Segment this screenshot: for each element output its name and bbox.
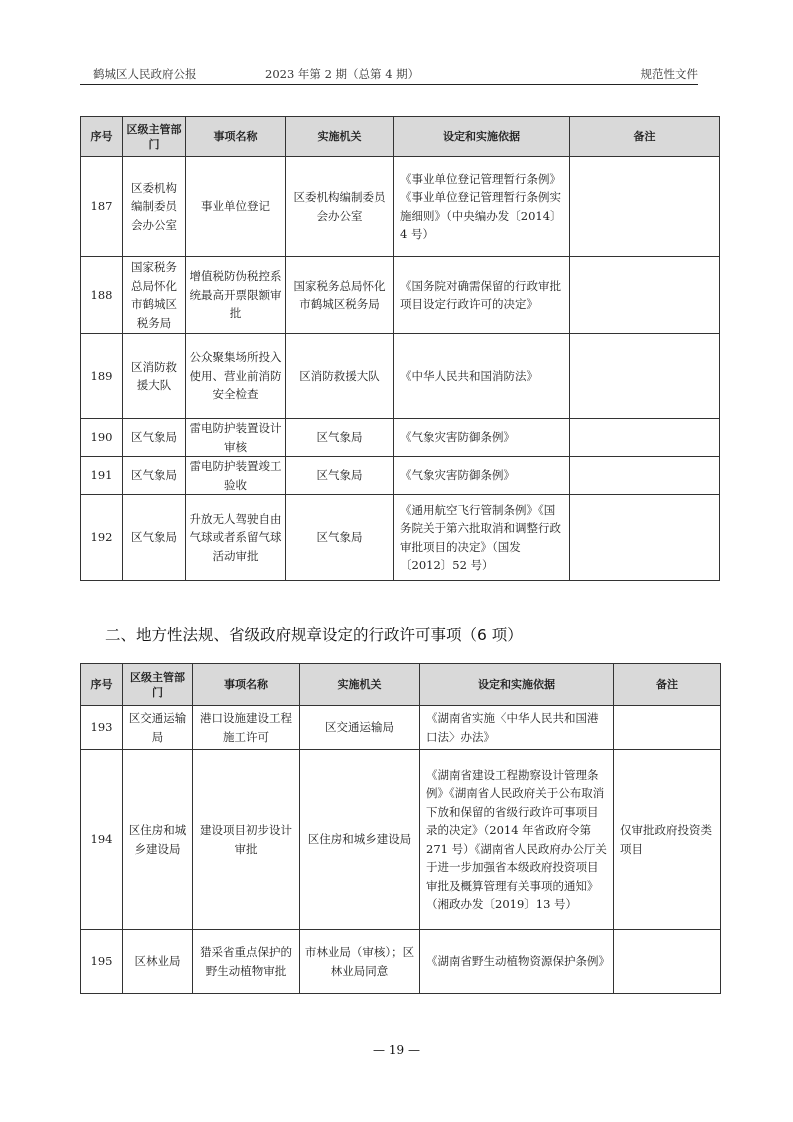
- col-header-department: 区级主管部门: [123, 117, 186, 157]
- row-department: 区气象局: [123, 495, 186, 581]
- row-basis: 《通用航空飞行管制条例》《国务院关于第六批取消和调整行政审批项目的决定》（国发〔2012〕52 号）: [394, 495, 570, 581]
- publication-name: 鹤城区人民政府公报: [93, 67, 197, 81]
- row-agency: 区委机构编制委员会办公室: [286, 157, 394, 257]
- row-basis: 《气象灾害防御条例》: [394, 419, 570, 457]
- col-header-basis: 设定和实施依据: [394, 117, 570, 157]
- table-row: [81, 457, 720, 495]
- col-header-note: 备注: [570, 117, 720, 157]
- row-agency: 区气象局: [286, 495, 394, 581]
- table-row: [81, 419, 720, 457]
- row-item-name: 公众聚集场所投入使用、营业前消防安全检查: [186, 334, 286, 419]
- row-item-name: 增值税防伪税控系统最高开票限额审批: [186, 257, 286, 334]
- row-number: 188: [81, 257, 123, 334]
- row-note: 仅审批政府投资类项目: [614, 750, 721, 930]
- col-header-agency: 实施机关: [286, 117, 394, 157]
- row-number: 194: [81, 750, 123, 930]
- row-note: [570, 495, 720, 581]
- row-basis: 《湖南省建设工程勘察设计管理条例》《湖南省人民政府关于公布取消下放和保留的省级行政许可事项目录的决定》（2014 年省政府令第 271 号）《湖南省人民政府办公厅关于进一步加强省本级政府投资项目审批及概算管理有关事项的通知》（湘政办发〔2019〕13 号）: [420, 750, 614, 930]
- col-header-number: 序号: [81, 664, 123, 706]
- row-number: 190: [81, 419, 123, 457]
- row-number: 187: [81, 157, 123, 257]
- row-number: 192: [81, 495, 123, 581]
- section-heading: 二、地方性法规、省级政府规章设定的行政许可事项（6 项）: [105, 626, 523, 644]
- row-basis: 《中华人民共和国消防法》: [394, 334, 570, 419]
- issue-number: 2023 年第 2 期（总第 4 期）: [265, 67, 420, 81]
- col-header-item-name: 事项名称: [186, 117, 286, 157]
- table-header-row: [81, 664, 721, 706]
- row-note: [614, 706, 721, 750]
- row-number: 189: [81, 334, 123, 419]
- row-department: 区气象局: [123, 419, 186, 457]
- row-agency: 国家税务总局怀化市鹤城区税务局: [286, 257, 394, 334]
- row-number: 191: [81, 457, 123, 495]
- row-agency: 区住房和城乡建设局: [300, 750, 420, 930]
- row-note: [570, 457, 720, 495]
- header-divider: [80, 84, 698, 85]
- table-header-row: [81, 117, 720, 157]
- row-number: 195: [81, 930, 123, 994]
- row-note: [614, 930, 721, 994]
- row-department: 区林业局: [123, 930, 193, 994]
- licensing-table-1: [80, 116, 720, 581]
- row-department: 区交通运输局: [123, 706, 193, 750]
- col-header-item-name: 事项名称: [193, 664, 300, 706]
- row-item-name: 猎采省重点保护的野生动植物审批: [193, 930, 300, 994]
- col-header-note: 备注: [614, 664, 721, 706]
- table-row: [81, 157, 720, 257]
- row-department: 区住房和城乡建设局: [123, 750, 193, 930]
- table-row: [81, 257, 720, 334]
- table-row: [81, 495, 720, 581]
- row-item-name: 升放无人驾驶自由气球或者系留气球活动审批: [186, 495, 286, 581]
- col-header-basis: 设定和实施依据: [420, 664, 614, 706]
- table-row: [81, 750, 721, 930]
- row-basis: 《事业单位登记管理暂行条例》《事业单位登记管理暂行条例实施细则》（中央编办发〔2014〕4 号）: [394, 157, 570, 257]
- col-header-number: 序号: [81, 117, 123, 157]
- row-department: 国家税务总局怀化市鹤城区税务局: [123, 257, 186, 334]
- page-header: [93, 66, 698, 82]
- row-agency: 区消防救援大队: [286, 334, 394, 419]
- row-basis: 《气象灾害防御条例》: [394, 457, 570, 495]
- row-number: 193: [81, 706, 123, 750]
- row-item-name: 事业单位登记: [186, 157, 286, 257]
- row-note: [570, 419, 720, 457]
- row-department: 区气象局: [123, 457, 186, 495]
- col-header-agency: 实施机关: [300, 664, 420, 706]
- row-item-name: 港口设施建设工程施工许可: [193, 706, 300, 750]
- page-number: — 19 —: [373, 1043, 420, 1057]
- table-row: [81, 706, 721, 750]
- row-item-name: 雷电防护装置竣工验收: [186, 457, 286, 495]
- table-row: [81, 334, 720, 419]
- row-item-name: 建设项目初步设计审批: [193, 750, 300, 930]
- row-basis: 《国务院对确需保留的行政审批项目设定行政许可的决定》: [394, 257, 570, 334]
- row-note: [570, 157, 720, 257]
- row-note: [570, 334, 720, 419]
- table-row: [81, 930, 721, 994]
- row-basis: 《湖南省野生动植物资源保护条例》: [420, 930, 614, 994]
- row-department: 区消防救援大队: [123, 334, 186, 419]
- row-agency: 区气象局: [286, 457, 394, 495]
- row-agency: 市林业局（审核）；区林业局同意: [300, 930, 420, 994]
- row-agency: 区气象局: [286, 419, 394, 457]
- row-note: [570, 257, 720, 334]
- col-header-department: 区级主管部门: [123, 664, 193, 706]
- row-basis: 《湖南省实施〈中华人民共和国港口法〉办法》: [420, 706, 614, 750]
- row-department: 区委机构编制委员会办公室: [123, 157, 186, 257]
- row-agency: 区交通运输局: [300, 706, 420, 750]
- document-category: 规范性文件: [640, 67, 698, 81]
- licensing-table-2: [80, 663, 721, 994]
- row-item-name: 雷电防护装置设计审核: [186, 419, 286, 457]
